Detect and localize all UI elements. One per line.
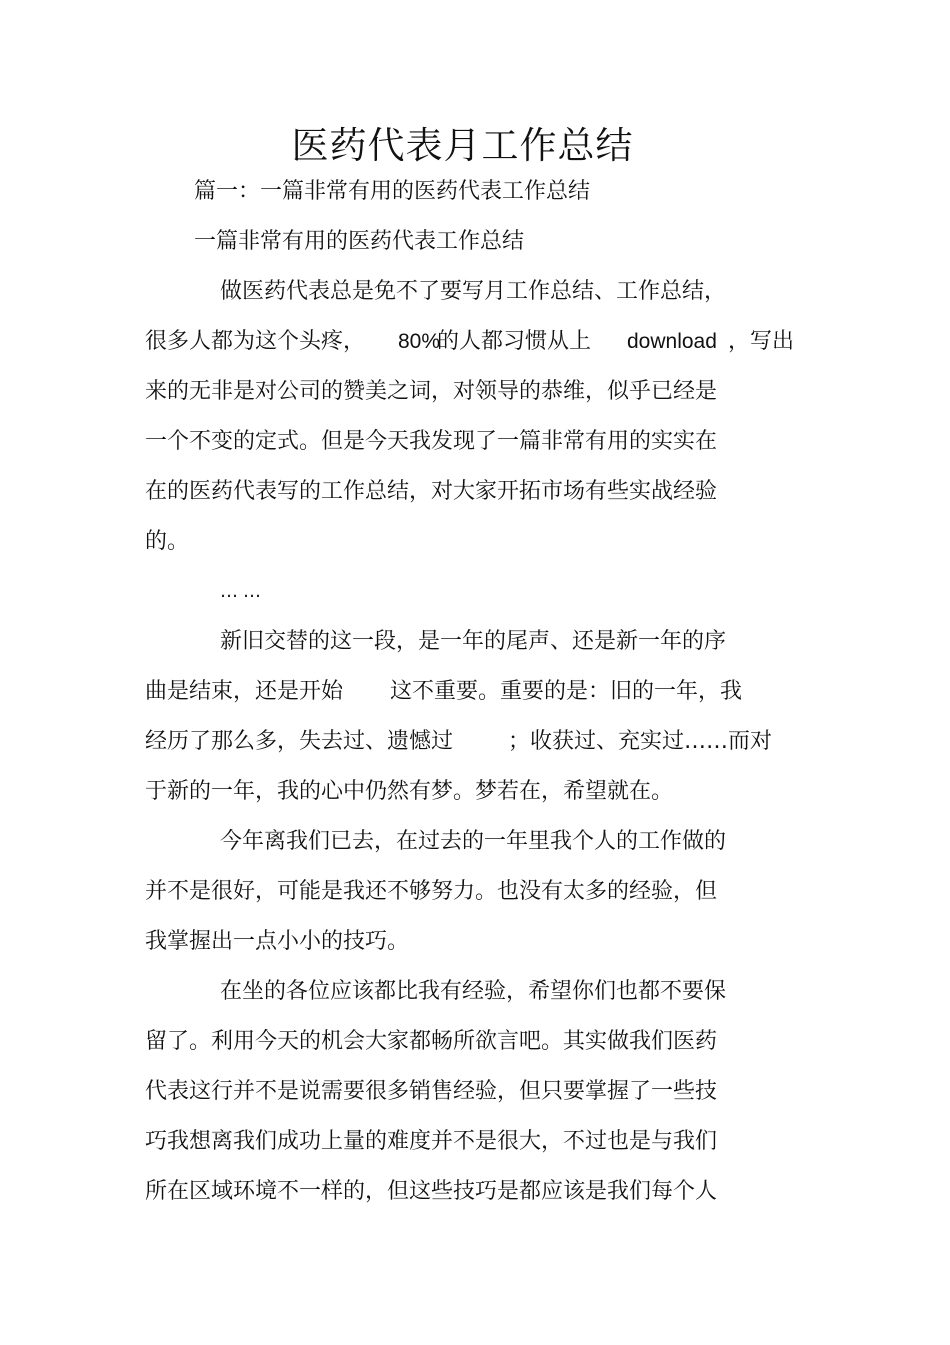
p4-line1: 在坐的各位应该都比我有经验，希望你们也都不要保 bbox=[220, 979, 727, 1004]
p3-line1: 今年离我们已去，在过去的一年里我个人的工作做的 bbox=[220, 829, 727, 854]
p1-line2-c: ，写出 bbox=[728, 329, 795, 354]
p4-line4: 巧我想离我们成功上量的难度并不是很大，不过也是与我们 bbox=[145, 1129, 718, 1154]
p4-line2: 留了。利用今天的机会大家都畅所欲言吧。其实做我们医药 bbox=[145, 1029, 718, 1054]
p2-line3-a: 经历了那么多，失去过、遗憾过 bbox=[145, 729, 454, 754]
section-heading: 篇一：一篇非常有用的医药代表工作总结 bbox=[194, 179, 591, 204]
p4-line5: 所在区域环境不一样的，但这些技巧是都应该是我们每个人 bbox=[145, 1179, 718, 1204]
subheading: 一篇非常有用的医药代表工作总结 bbox=[194, 229, 525, 254]
p1-line2-percent: 80% bbox=[398, 330, 441, 353]
p4-line3: 代表这行并不是说需要很多销售经验，但只要掌握了一些技 bbox=[145, 1079, 718, 1104]
document-title: 医药代表月工作总结 bbox=[291, 124, 634, 167]
p2-line4: 于新的一年，我的心中仍然有梦。梦若在，希望就在。 bbox=[145, 779, 674, 804]
p2-line2-a: 曲是结束，还是开始 bbox=[145, 679, 344, 704]
p2-line2-b: 这不重要。重要的是：旧的一年，我 bbox=[390, 679, 743, 704]
p1-line4: 一个不变的定式。但是今天我发现了一篇非常有用的实实在 bbox=[145, 429, 718, 454]
p2-line1: 新旧交替的这一段，是一年的尾声、还是新一年的序 bbox=[220, 629, 727, 654]
p1-line1: 做医药代表总是免不了要写月工作总结、工作总结， bbox=[220, 279, 727, 304]
p1-line2-a: 很多人都为这个头疼， bbox=[145, 329, 366, 354]
p1-line6: 的。 bbox=[145, 529, 190, 554]
p1-line2-download: download bbox=[627, 330, 717, 353]
p1-line5: 在的医药代表写的工作总结，对大家开拓市场有些实战经验 bbox=[145, 479, 718, 504]
p3-line3: 我掌握出一点小小的技巧。 bbox=[145, 929, 410, 954]
p1-line2-b: 的人都习惯从上 bbox=[437, 329, 592, 354]
p1-line3: 来的无非是对公司的赞美之词，对领导的恭维，似乎已经是 bbox=[145, 379, 718, 404]
ellipsis: …… bbox=[220, 581, 266, 602]
p2-line3-b: ；收获过、充实过……而对 bbox=[508, 729, 773, 754]
p3-line2: 并不是很好，可能是我还不够努力。也没有太多的经验，但 bbox=[145, 879, 718, 904]
